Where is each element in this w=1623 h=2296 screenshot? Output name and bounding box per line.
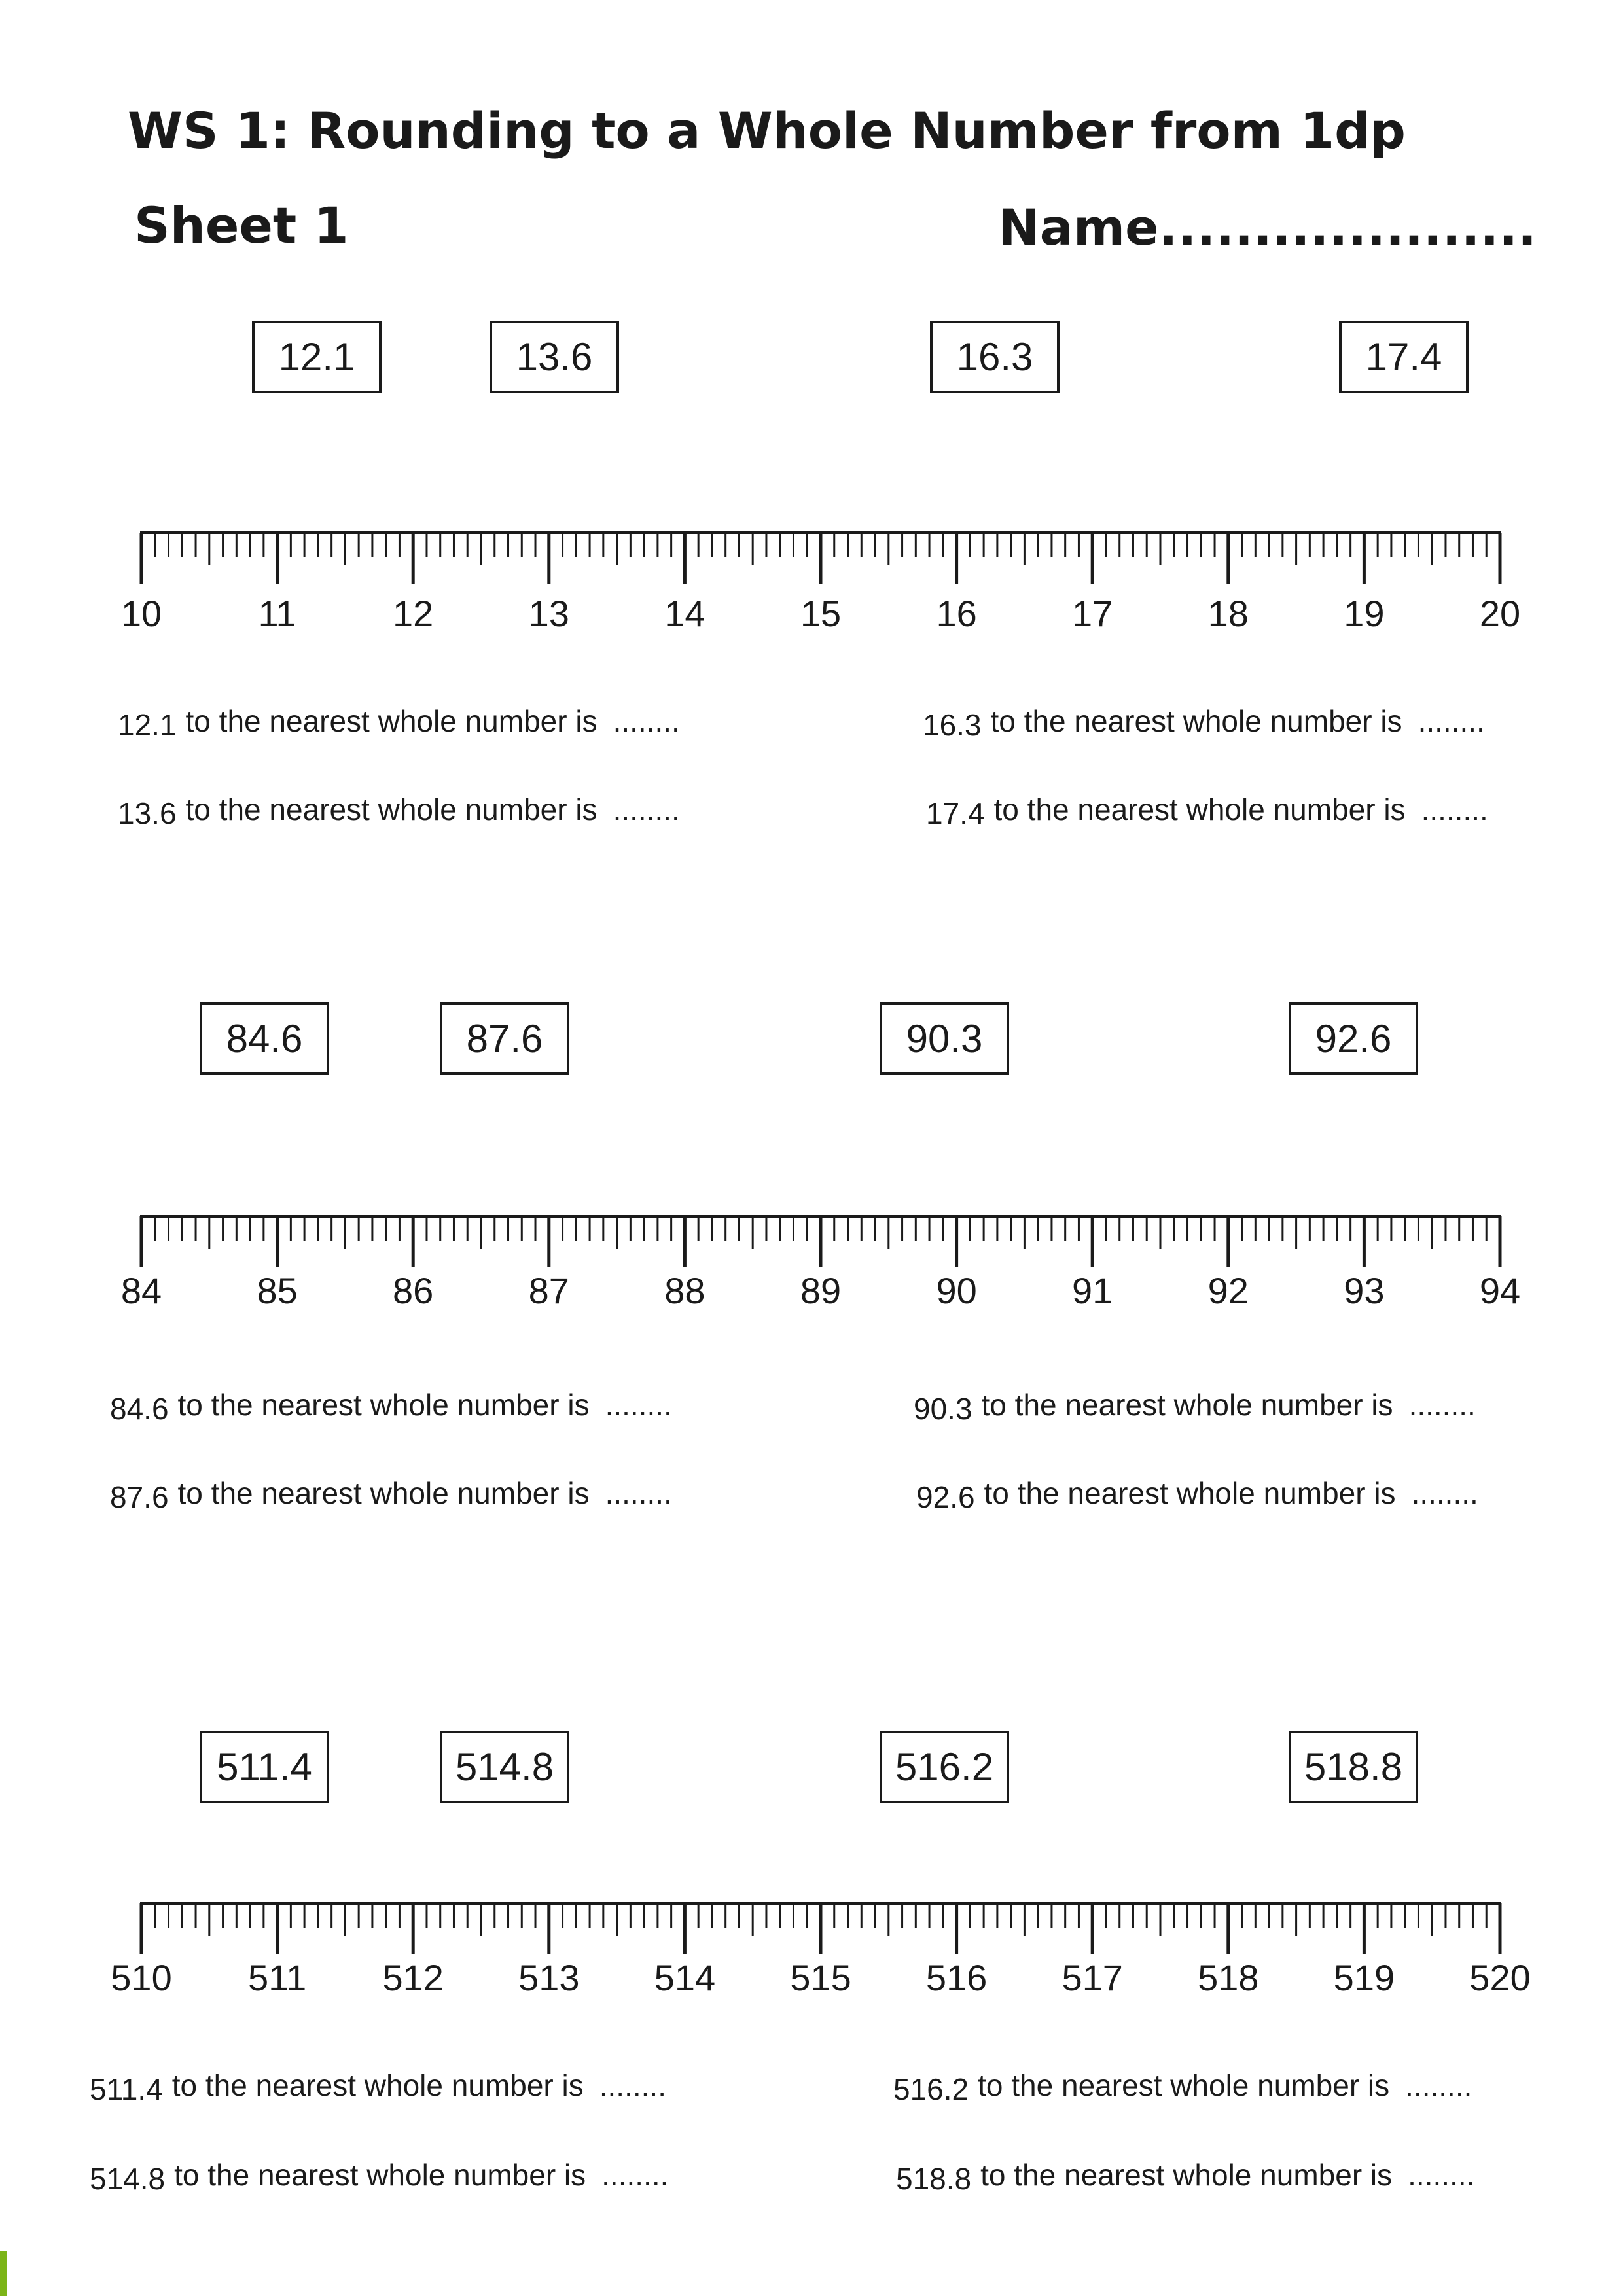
answer-blank[interactable]: ........	[613, 792, 680, 826]
ruler-tick-label: 88	[664, 1270, 705, 1311]
ruler-tick-label: 516	[925, 1957, 988, 1998]
sheet-label: Sheet 1	[134, 196, 349, 255]
answer-blank[interactable]: ........	[605, 1476, 672, 1510]
question-value: 13.6	[118, 796, 177, 830]
question-line	[118, 703, 680, 742]
worksheet-title: WS 1: Rounding to a Whole Number from 1dp	[128, 101, 1406, 160]
question-phrase: to the nearest whole number is	[174, 2158, 586, 2192]
question-line	[90, 2157, 669, 2196]
ruler-tick-label: 519	[1333, 1957, 1395, 1998]
value-box: 13.6	[490, 321, 619, 393]
question-value: 92.6	[916, 1480, 975, 1514]
answer-blank[interactable]: ........	[1411, 1476, 1478, 1510]
ruler-ticks	[0, 1207, 1623, 1273]
question-line	[896, 2157, 1475, 2196]
ruler-tick-label: 89	[800, 1270, 842, 1311]
question-value: 90.3	[914, 1392, 972, 1426]
ruler-tick-label: 84	[120, 1270, 162, 1311]
ruler-tick-label: 513	[518, 1957, 580, 1998]
question-value: 516.2	[893, 2072, 969, 2106]
question-line	[914, 1387, 1476, 1426]
question-line	[110, 1475, 672, 1514]
ruler-tick-label: 514	[654, 1957, 716, 1998]
ruler-tick-label: 20	[1479, 593, 1521, 634]
name-field[interactable]: Name....................	[998, 198, 1537, 256]
ruler-tick-label: 15	[800, 593, 842, 634]
question-value: 12.1	[118, 708, 177, 742]
ruler-tick-label: 11	[258, 593, 296, 634]
value-box: 516.2	[880, 1731, 1009, 1803]
answer-blank[interactable]: ........	[1408, 2158, 1475, 2192]
question-value: 87.6	[110, 1480, 169, 1514]
value-box: 16.3	[930, 321, 1060, 393]
question-phrase: to the nearest whole number is	[981, 1388, 1393, 1422]
ruler-tick-label: 94	[1479, 1270, 1521, 1311]
ruler-tick-label: 10	[120, 593, 162, 634]
ruler-tick-label: 90	[936, 1270, 977, 1311]
value-box: 90.3	[880, 1002, 1009, 1075]
ruler-tick-label: 511	[247, 1957, 307, 1998]
ruler-tick-label: 517	[1061, 1957, 1123, 1998]
question-phrase: to the nearest whole number is	[978, 2068, 1390, 2102]
ruler-tick-label: 512	[382, 1957, 444, 1998]
ruler-tick-label: 87	[528, 1270, 569, 1311]
question-phrase: to the nearest whole number is	[990, 704, 1402, 738]
page-edge-accent	[0, 2251, 7, 2296]
ruler-tick-label: 17	[1072, 593, 1113, 634]
question-value: 16.3	[923, 708, 982, 742]
question-value: 511.4	[90, 2072, 163, 2106]
ruler-tick-label: 14	[664, 593, 705, 634]
question-value: 514.8	[90, 2162, 166, 2196]
question-value: 518.8	[896, 2162, 972, 2196]
ruler-tick-label: 19	[1344, 593, 1385, 634]
question-line	[118, 792, 680, 830]
ruler-tick-label: 18	[1207, 593, 1249, 634]
ruler-tick-label: 16	[936, 593, 977, 634]
question-phrase: to the nearest whole number is	[984, 1476, 1396, 1510]
ruler-tick-label: 91	[1072, 1270, 1113, 1311]
value-box: 518.8	[1289, 1731, 1418, 1803]
ruler-tick-label: 13	[528, 593, 569, 634]
value-box: 514.8	[440, 1731, 569, 1803]
ruler-tick-label: 518	[1198, 1957, 1259, 1998]
answer-blank[interactable]: ........	[1418, 704, 1485, 738]
question-line	[926, 792, 1488, 830]
question-phrase: to the nearest whole number is	[185, 704, 597, 738]
ruler-tick-label: 515	[790, 1957, 851, 1998]
question-phrase: to the nearest whole number is	[177, 1388, 590, 1422]
ruler-tick-label: 86	[393, 1270, 434, 1311]
ruler-tick-label: 510	[111, 1957, 172, 1998]
answer-blank[interactable]: ........	[605, 1388, 672, 1422]
answer-blank[interactable]: ........	[599, 2068, 666, 2102]
answer-blank[interactable]: ........	[1408, 1388, 1476, 1422]
answer-blank[interactable]: ........	[613, 704, 680, 738]
ruler-tick-label: 12	[393, 593, 434, 634]
question-line	[110, 1387, 672, 1426]
value-box: 511.4	[200, 1731, 329, 1803]
question-value: 84.6	[110, 1392, 169, 1426]
ruler-tick-label: 85	[257, 1270, 298, 1311]
question-line	[893, 2068, 1472, 2106]
value-box: 87.6	[440, 1002, 569, 1075]
question-phrase: to the nearest whole number is	[171, 2068, 584, 2102]
question-value: 17.4	[926, 796, 985, 830]
question-phrase: to the nearest whole number is	[177, 1476, 590, 1510]
question-phrase: to the nearest whole number is	[185, 792, 597, 826]
answer-blank[interactable]: ........	[1405, 2068, 1472, 2102]
question-line	[923, 703, 1485, 742]
ruler-tick-label: 93	[1344, 1270, 1385, 1311]
answer-blank[interactable]: ........	[601, 2158, 669, 2192]
question-line	[90, 2068, 666, 2106]
value-box: 84.6	[200, 1002, 329, 1075]
question-phrase: to the nearest whole number is	[993, 792, 1406, 826]
ruler-tick-label: 92	[1207, 1270, 1249, 1311]
ruler-tick-label: 520	[1469, 1957, 1531, 1998]
ruler-ticks	[0, 1894, 1623, 1960]
question-line	[916, 1475, 1478, 1514]
value-box: 92.6	[1289, 1002, 1418, 1075]
answer-blank[interactable]: ........	[1421, 792, 1488, 826]
question-phrase: to the nearest whole number is	[980, 2158, 1393, 2192]
value-box: 12.1	[252, 321, 382, 393]
value-box: 17.4	[1339, 321, 1469, 393]
